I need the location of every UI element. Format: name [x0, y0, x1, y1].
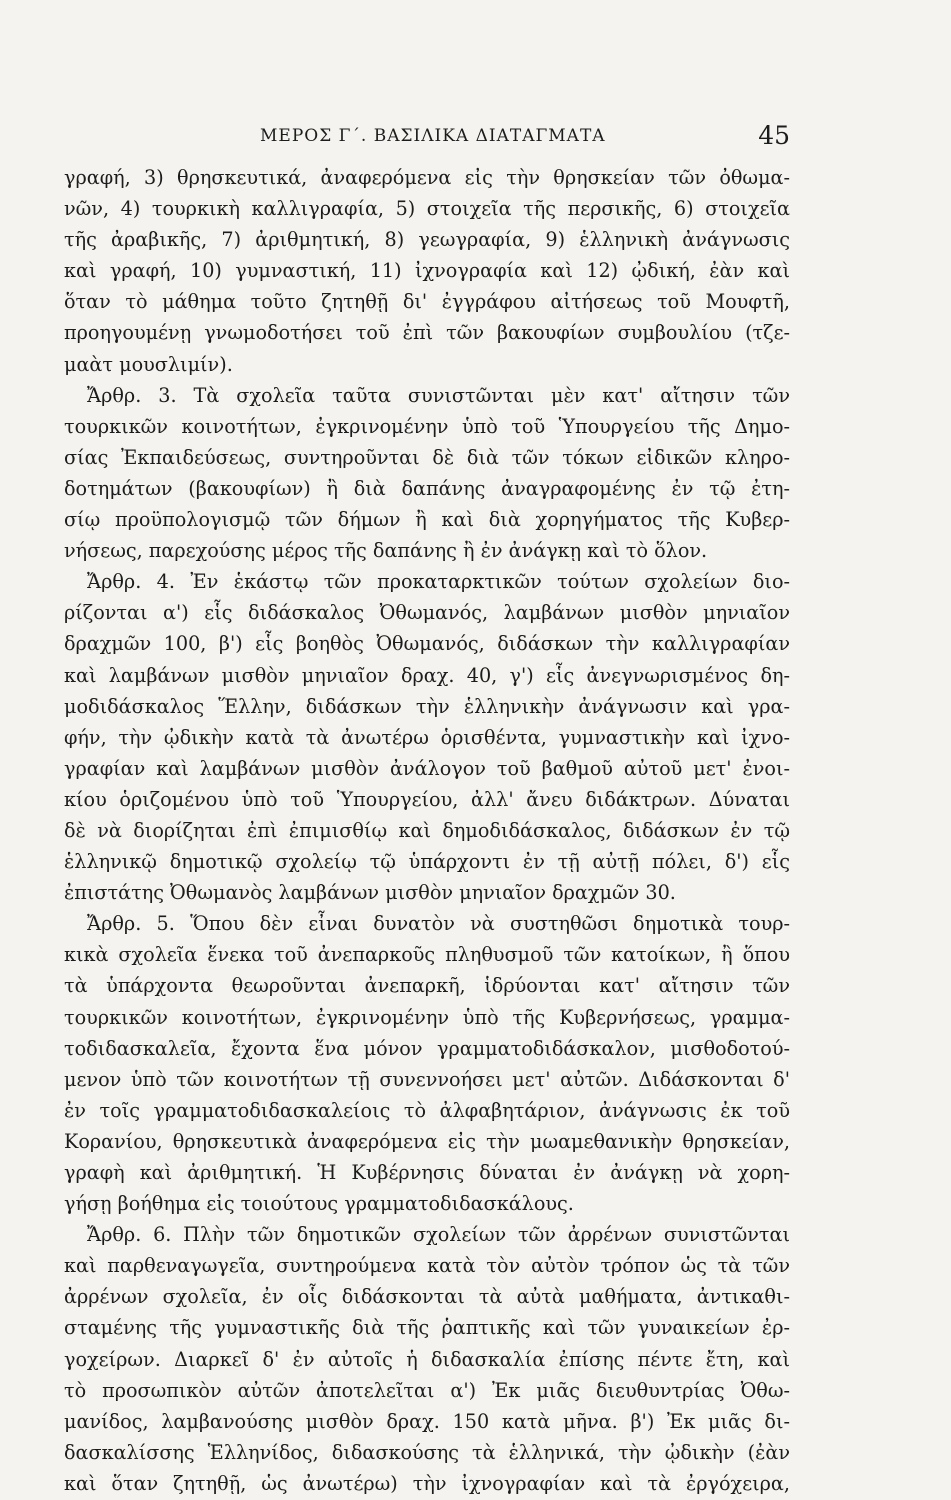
- page-number: 45: [758, 121, 790, 150]
- text-line: μαὰτ μουσλιμίν).: [64, 352, 233, 376]
- text-line: δοτημάτων (βακουφίων) ἢ διὰ δαπάνης ἀναγραφομένης ἐν τῷ ἐτη-: [64, 476, 790, 500]
- text-line: προηγουμένῃ γνωμοδοτήσει τοῦ ἐπὶ τῶν βακουφίων συμβουλίου (τζε-: [64, 321, 790, 345]
- text-line: γραφή, 3) θρησκευτικά, ἀναφερόμενα εἰς τὴν θρησκείαν τῶν ὀθωμα-: [64, 166, 790, 189]
- text-line: ἐν τοῖς γραμματοδιδασκαλείοις τὸ ἀλφαβητάριον, ἀνάγνωσις ἐκ τοῦ: [64, 1098, 790, 1122]
- page-header: [64, 121, 790, 156]
- text-line: καὶ λαμβάνων μισθὸν μηνιαῖον δραχ. 40, γ') εἷς ἀνεγνωρισμένος δη-: [64, 663, 790, 687]
- text-line: σταμένης τῆς γυμναστικῆς διὰ τῆς ῥαπτικῆς καὶ τῶν γυναικείων ἐρ-: [64, 1316, 790, 1340]
- text-line: τοδιδασκαλεῖα, ἔχοντα ἕνα μόνον γραμματοδιδάσκαλον, μισθοδοτού-: [64, 1036, 790, 1060]
- text-line: Ἄρθρ. 3. Τὰ σχολεῖα ταῦτα συνιστῶνται μὲν κατ' αἴτησιν τῶν: [87, 383, 790, 407]
- text-line: σίας Ἐκπαιδεύσεως, συντηροῦνται δὲ διὰ τῶν τόκων εἰδικῶν κληρο-: [64, 445, 790, 469]
- text-line: τῆς ἀραβικῆς, 7) ἀριθμητική, 8) γεωγραφία, 9) ἑλληνικὴ ἀνάγνωσις: [64, 228, 790, 252]
- text-line: τουρκικῶν κοινοτήτων, ἐγκρινομένην ὑπὸ τῆς Κυβερνήσεως, γραμμα-: [64, 1005, 790, 1029]
- text-line: τουρκικῶν κοινοτήτων, ἐγκρινομένην ὑπὸ τοῦ Ὑπουργείου τῆς Δημο-: [64, 414, 790, 438]
- text-line: σίῳ προϋπολογισμῷ τῶν δήμων ἢ καὶ διὰ χορηγήματος τῆς Κυβερ-: [64, 508, 790, 532]
- text-line: καὶ γραφή, 10) γυμναστική, 11) ἰχνογραφία καὶ 12) ᾠδική, ἐὰν καὶ: [64, 259, 790, 283]
- text-line: Κορανίου, θρησκευτικὰ ἀναφερόμενα εἰς τὴν μωαμεθανικὴν θρησκείαν,: [64, 1129, 790, 1153]
- text-line: καὶ παρθεναγωγεῖα, συντηρούμενα κατὰ τὸν αὐτὸν τρόπον ὡς τὰ τῶν: [64, 1254, 790, 1278]
- text-line: Ἄρθρ. 6. Πλὴν τῶν δημοτικῶν σχολείων τῶν ἀρρένων συνιστῶνται: [87, 1223, 790, 1247]
- text-line: δραχμῶν 100, β') εἷς βοηθὸς Ὀθωμανός, διδάσκων τὴν καλλιγραφίαν: [64, 632, 790, 656]
- text-line: δὲ νὰ διορίζηται ἐπὶ ἐπιμισθίῳ καὶ δημοδιδάσκαλος, διδάσκων ἐν τῷ: [64, 818, 790, 842]
- text-line: γοχείρων. Διαρκεῖ δ' ἐν αὐτοῖς ἡ διδασκαλία ἐπίσης πέντε ἔτη, καὶ: [64, 1347, 790, 1371]
- text-line: τὰ ὑπάρχοντα θεωροῦνται ἀνεπαρκῆ, ἱδρύονται κατ' αἴτησιν τῶν: [64, 974, 790, 998]
- text-line: γραφίαν καὶ λαμβάνων μισθὸν ἀνάλογον τοῦ βαθμοῦ αὐτοῦ μετ' ἐνοι-: [64, 756, 790, 780]
- text-line: ἑλληνικῷ δημοτικῷ σχολείῳ τῷ ὑπάρχοντι ἐν τῇ αὐτῇ πόλει, δ') εἷς: [64, 850, 790, 874]
- text-line: καὶ ὅταν ζητηθῇ, ὡς ἀνωτέρω) τὴν ἰχνογραφίαν καὶ τὰ ἐργόχειρα,: [64, 1471, 790, 1495]
- text-line: Ἄρθρ. 4. Ἐν ἑκάστῳ τῶν προκαταρκτικῶν τούτων σχολείων διο-: [87, 570, 790, 594]
- text-line: μανίδος, λαμβανούσης μισθὸν δραχ. 150 κατὰ μῆνα. β') Ἐκ μιᾶς δι-: [64, 1409, 790, 1433]
- text-line: μοδιδάσκαλος Ἕλλην, διδάσκων τὴν ἑλληνικὴν ἀνάγνωσιν καὶ γρα-: [64, 694, 790, 718]
- text-line: φήν, τὴν ᾠδικὴν κατὰ τὰ ἀνωτέρω ὁρισθέντα, γυμναστικὴν καὶ ἰχνο-: [64, 725, 790, 749]
- text-line: ἀρρένων σχολεῖα, ἐν οἷς διδάσκονται τὰ αὐτὰ μαθήματα, ἀντικαθι-: [64, 1285, 790, 1309]
- text-line: νήσεως, παρεχούσης μέρος τῆς δαπάνης ἢ ἐν ἀνάγκῃ καὶ τὸ ὅλον.: [64, 539, 708, 563]
- text-line: κικὰ σχολεῖα ἕνεκα τοῦ ἀνεπαρκοῦς πληθυσμοῦ τῶν κατοίκων, ἢ ὅπου: [64, 943, 790, 967]
- body-text: [64, 162, 790, 1499]
- text-line: κίου ὁριζομένου ὑπὸ τοῦ Ὑπουργείου, ἀλλ' ἄνευ διδάκτρων. Δύναται: [64, 787, 790, 811]
- text-line: ρίζονται α') εἷς διδάσκαλος Ὀθωμανός, λαμβάνων μισθὸν μηνιαῖον: [64, 601, 790, 625]
- text-line: τὸ προσωπικὸν αὐτῶν ἀποτελεῖται α') Ἐκ μιᾶς διευθυντρίας Ὀθω-: [64, 1378, 790, 1402]
- running-title: ΜΕΡΟΣ Γ΄. ΒΑΣΙΛΙΚΑ ΔΙΑΤΑΓΜΑΤΑ: [260, 126, 606, 146]
- text-line: δασκαλίσσης Ἑλληνίδος, διδασκούσης τὰ ἑλληνικά, τὴν ᾠδικὴν (ἐὰν: [64, 1440, 790, 1464]
- text-line: ἐπιστάτης Ὀθωμανὸς λαμβάνων μισθὸν μηνιαῖον δραχμῶν 30.: [64, 881, 676, 905]
- text-line: νῶν, 4) τουρκικὴ καλλιγραφία, 5) στοιχεῖα τῆς περσικῆς, 6) στοιχεῖα: [64, 197, 790, 221]
- text-line: γραφὴ καὶ ἀριθμητική. Ἡ Κυβέρνησις δύναται ἐν ἀνάγκῃ νὰ χορη-: [64, 1161, 790, 1184]
- text-line: ὅταν τὸ μάθημα τοῦτο ζητηθῇ δι' ἐγγράφου αἰτήσεως τοῦ Μουφτῆ,: [64, 290, 790, 314]
- text-line: γήσῃ βοήθημα εἰς τοιούτους γραμματοδιδασκάλους.: [64, 1192, 574, 1216]
- text-line: Ἄρθρ. 5. Ὅπου δὲν εἶναι δυνατὸν νὰ συστηθῶσι δημοτικὰ τουρ-: [87, 912, 790, 936]
- text-line: μενον ὑπὸ τῶν κοινοτήτων τῇ συνεννοήσει μετ' αὐτῶν. Διδάσκονται δ': [64, 1067, 790, 1091]
